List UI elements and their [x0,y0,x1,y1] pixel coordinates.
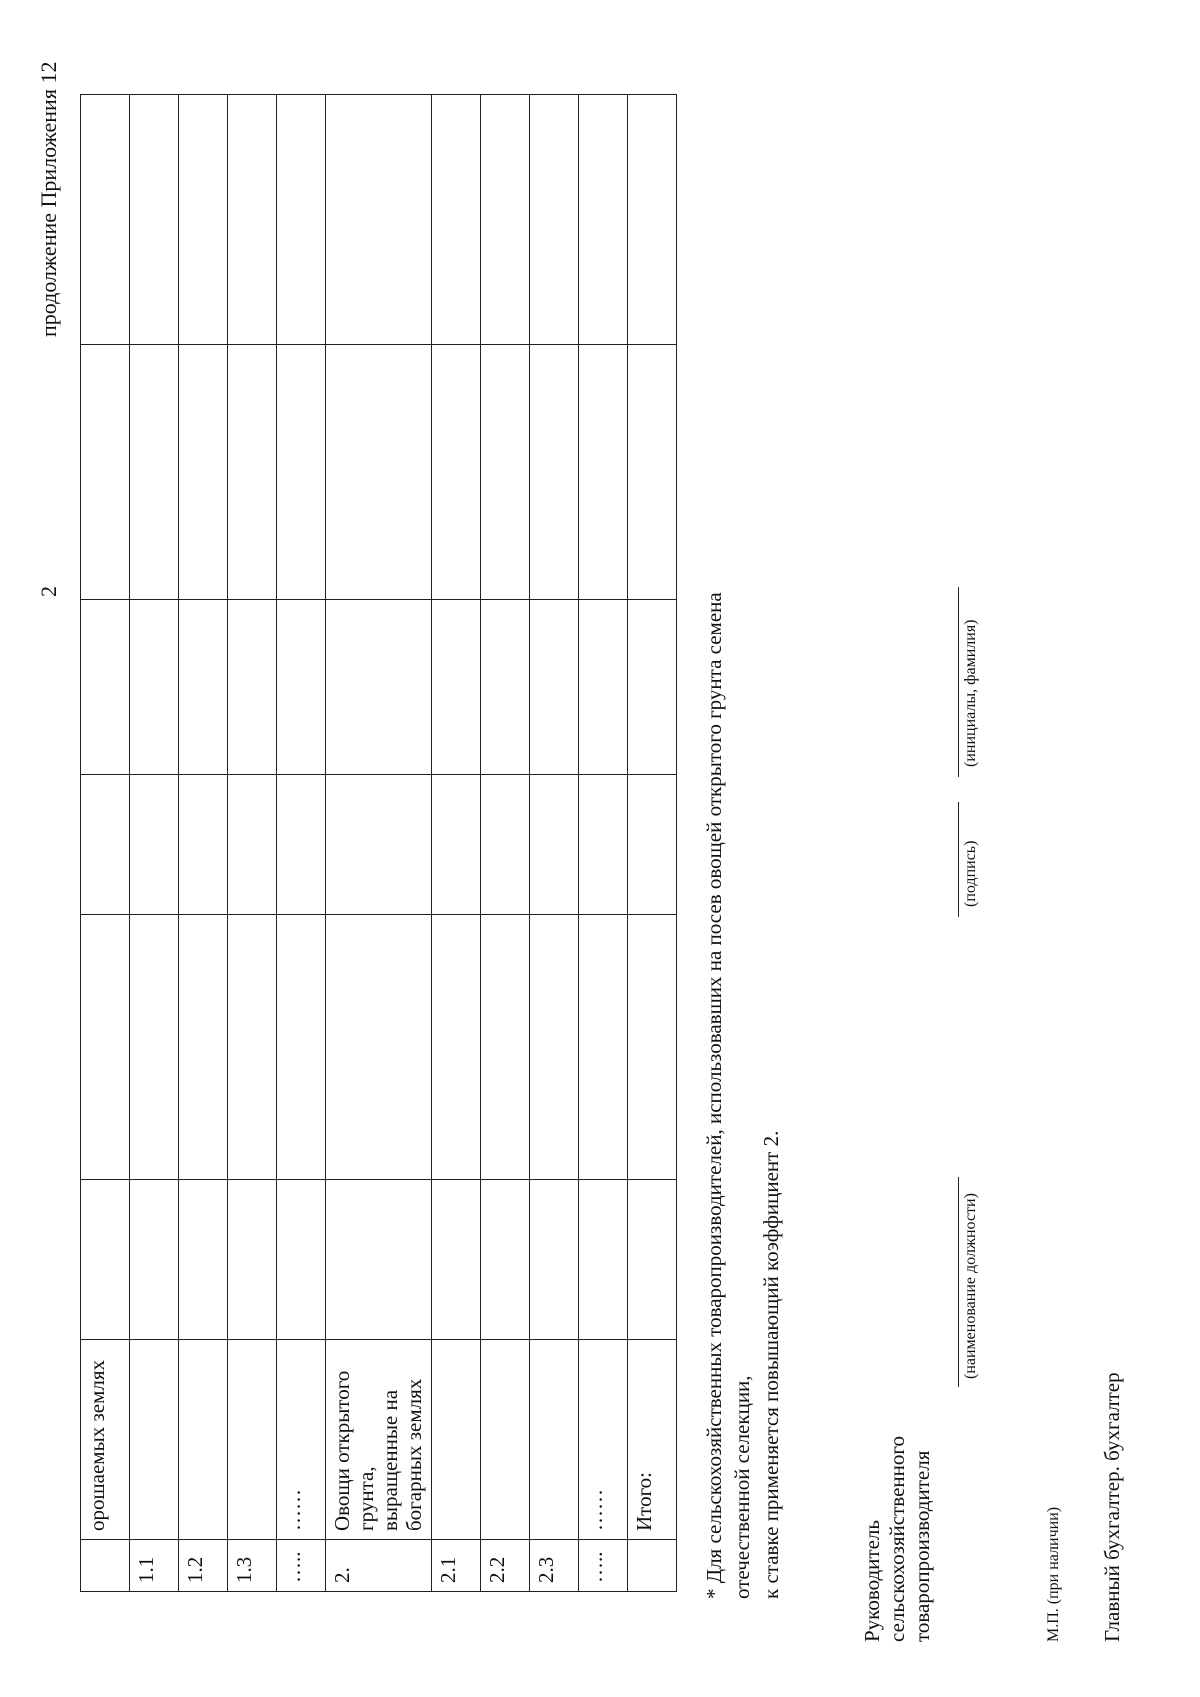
footnote-line-2: к ставке применяется повышающий коэффициент 2. [758,1130,783,1599]
table-cell [627,1180,676,1340]
table-cell [627,775,676,915]
row-number-cell: ….. [578,1540,627,1592]
row-name-cell: Овощи открытого грунта, выращенные на богарных землях [326,1340,432,1540]
table-cell [81,775,130,915]
head-label-line-1: Руководитель [860,1520,884,1642]
table-cell [529,345,578,600]
appendix-continuation-label: продолжение Приложения 12 [36,61,61,337]
table-cell [179,915,228,1180]
table-row [326,95,432,1592]
table-cell [228,95,277,345]
table-cell [431,600,480,775]
footnote [700,499,785,1599]
table-cell [277,1180,326,1340]
table-cell [277,775,326,915]
row-number-cell: 2. [326,1540,432,1592]
stamp-note: М.П. (при наличии) [1045,1506,1062,1642]
table-row [431,95,480,1592]
table-cell [529,1180,578,1340]
table-cell [179,1180,228,1340]
table-cell [130,95,179,345]
table-cell [130,775,179,915]
table-cell [578,775,627,915]
table-cell [130,600,179,775]
table-cell [179,600,228,775]
table-row [578,95,627,1592]
row-name-cell: Итого: [627,1340,676,1540]
table-cell [480,915,529,1180]
signature-caption: (подпись) [962,840,979,907]
row-number-cell: 1.3 [228,1540,277,1592]
row-name-cell: орошаемых землях [81,1340,130,1540]
row-number-cell: 1.1 [130,1540,179,1592]
table-cell [326,345,432,600]
signature-line [958,802,959,917]
table-body [81,95,677,1592]
table-cell [431,775,480,915]
table-row [627,95,676,1592]
table-cell [480,1180,529,1340]
table-cell [326,775,432,915]
table-cell [179,95,228,345]
head-label-line-2: сельскохозяйственного [885,1436,910,1642]
table-cell [578,1180,627,1340]
table-cell [228,915,277,1180]
table-cell [179,345,228,600]
table-cell [480,95,529,345]
row-name-cell [480,1340,529,1540]
page-number: 2 [36,586,61,597]
table-cell [326,1180,432,1340]
table-cell [81,345,130,600]
table-cell [228,345,277,600]
head-signature-label [860,1436,936,1642]
table-row [277,95,326,1592]
table-row [529,95,578,1592]
table-cell [431,95,480,345]
row-name-cell [228,1340,277,1540]
table-row [480,95,529,1592]
table-cell [480,345,529,600]
table-cell [277,345,326,600]
row-name-cell: …… [578,1340,627,1540]
table-cell [326,600,432,775]
row-number-cell: 1.2 [179,1540,228,1592]
table-cell [627,600,676,775]
table-cell [228,775,277,915]
table-row [228,95,277,1592]
data-table [80,94,677,1592]
table-cell [277,600,326,775]
table-cell [480,600,529,775]
table-cell [81,95,130,345]
row-number-cell: 2.2 [480,1540,529,1592]
table-row [179,95,228,1592]
table-cell [81,600,130,775]
footnote-line-1: * Для сельскохозяйственных товаропроизводителей, использовавших на посев овощей открытого грунта семена отечественной селекции, [702,592,755,1599]
chief-accountant-label: Главный бухгалтер. бухгалтер [1100,1372,1124,1642]
table-cell [228,600,277,775]
table-cell [130,1180,179,1340]
name-caption: (инициалы, фамилия) [962,619,979,767]
table-cell [326,915,432,1180]
table-cell [529,600,578,775]
table-cell [277,915,326,1180]
table-cell [627,915,676,1180]
row-name-cell [130,1340,179,1540]
table-cell [529,95,578,345]
table-cell [326,95,432,345]
table-cell [529,775,578,915]
row-number-cell: ….. [277,1540,326,1592]
table-row [130,95,179,1592]
table-cell [277,95,326,345]
row-number-cell: 2.1 [431,1540,480,1592]
position-signature-line [958,1177,959,1387]
table-cell [81,1180,130,1340]
table-cell [480,775,529,915]
table-row [81,95,130,1592]
table-cell [81,915,130,1180]
row-name-cell [179,1340,228,1540]
row-name-cell: …… [277,1340,326,1540]
table-cell [130,345,179,600]
table-cell [578,95,627,345]
row-name-cell [529,1340,578,1540]
table-cell [431,1180,480,1340]
table-cell [627,95,676,345]
row-number-cell [627,1540,676,1592]
table-cell [578,915,627,1180]
table-cell [431,345,480,600]
row-name-cell [431,1340,480,1540]
head-label-line-3: товаропроизводителя [910,1450,935,1642]
table-cell [130,915,179,1180]
row-number-cell: 2.3 [529,1540,578,1592]
row-number-cell [81,1540,130,1592]
name-signature-line [958,587,959,777]
table-cell [179,775,228,915]
table-cell [627,345,676,600]
table-cell [228,1180,277,1340]
table-cell [431,915,480,1180]
table-cell [578,345,627,600]
table-cell [578,600,627,775]
table-cell [529,915,578,1180]
position-caption: (наименование должности) [962,1193,979,1379]
